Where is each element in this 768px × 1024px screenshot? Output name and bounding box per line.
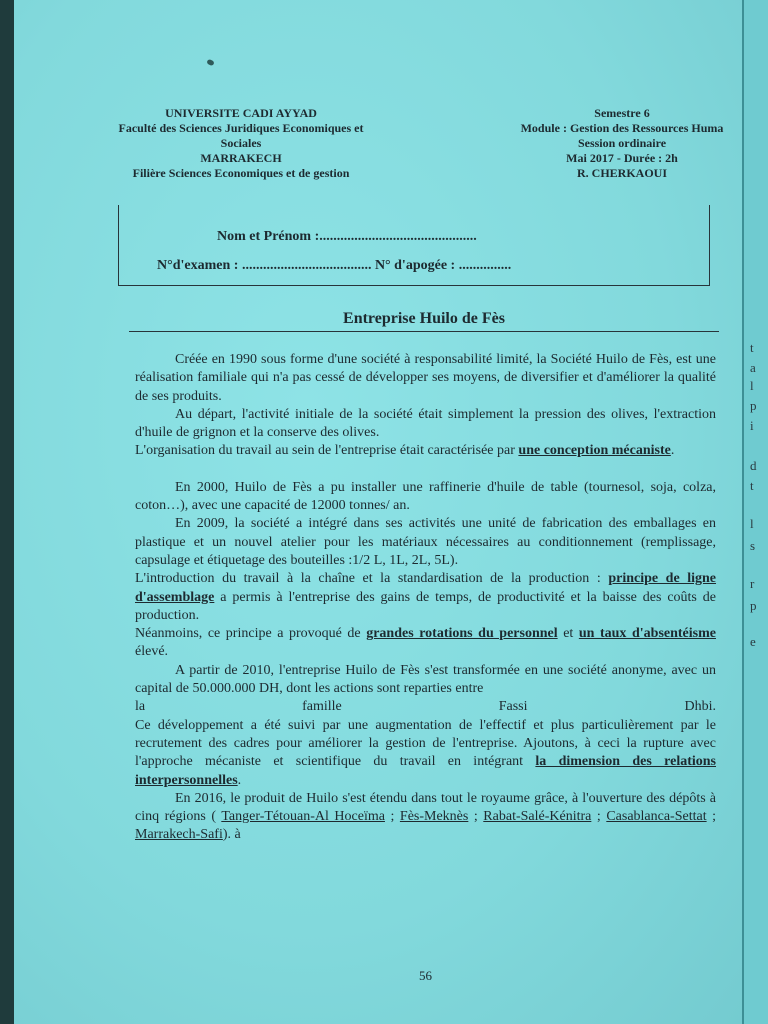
paragraph-3	[135, 442, 716, 460]
key-concept: la dimension des relations interpersonnelles	[135, 754, 716, 788]
name-field[interactable]	[217, 229, 477, 245]
paragraph-1: Créée en 1990 sous forme d'une société à responsabilité limité, la Société Huilo de Fès, est une réalisation familiale qui n'a pas cessé de développer ses moyens, de diversifier et d'améliorer la qualité de ses produits.	[135, 352, 716, 404]
text: ;	[591, 809, 607, 825]
faculty-name: Faculté des Sciences Juridiques Economiques et	[118, 121, 364, 135]
word: Fassi	[498, 699, 528, 715]
module: Module : Gestion des Ressources Huma	[520, 121, 724, 135]
exam-number-field[interactable]	[157, 258, 511, 274]
fragment: i	[750, 418, 754, 433]
paragraph-4: En 2000, Huilo de Fès a pu installer une raffinerie d'huile de table (tournesol, soja, colza, coton…), avec une capacité de 12000 tonnes/ an.	[135, 479, 716, 514]
word: famille	[302, 699, 342, 715]
apogee-dots: ...............	[458, 258, 512, 273]
paragraph-5: En 2009, la société a intégré dans ses activités une unité de fabrication des emballages en plastique et un nouvel atelier pour les matériaux nécessaires au conditionnement (remplissage, capsulage et étiquetage des bouteilles :1/2 L, 1L, 2L, 5L).	[135, 516, 716, 568]
fragment: s	[750, 538, 756, 553]
semester: Semestre 6	[594, 106, 650, 120]
document-page	[14, 0, 742, 1024]
fragment: l	[750, 516, 754, 531]
case-title: Entreprise Huilo de Fès	[129, 310, 719, 332]
fragment: p	[750, 598, 757, 613]
word: la	[135, 699, 146, 715]
key-concept: un taux d'absentéisme	[578, 626, 716, 642]
text: L'introduction du travail à la chaîne et la standardisation de la production :	[135, 571, 609, 587]
paragraph-7	[135, 625, 716, 662]
paragraph-9	[135, 717, 716, 790]
city-name: MARRAKECH	[200, 151, 282, 165]
paragraph-8-last-line	[135, 698, 716, 716]
text: ;	[384, 809, 400, 825]
header-institution	[106, 106, 376, 181]
fragment: p	[750, 398, 757, 413]
name-dots: .............................................	[319, 229, 477, 244]
case-text	[135, 351, 716, 845]
region: Tanger-Tétouan-Al Hoceïma	[221, 809, 385, 825]
paragraph-8: A partir de 2010, l'entreprise Huilo de Fès s'est transformée en une société anonyme, avec un capital de 50.000.000 DH, dont les actions sont reparties entre	[135, 662, 716, 697]
text: .	[237, 772, 242, 788]
fragment: e	[750, 634, 756, 649]
spacer	[135, 461, 716, 479]
text: Ce développement a été suivi par une augmentation de l'effectif et plus particulièrement par le recrutement des cadres pour améliorer la gestion de l'entreprise. Ajoutons, à ceci la rupture avec l'approche mécaniste et scientifique du travail en intégrant	[135, 717, 716, 770]
header-exam-info	[472, 106, 742, 181]
text: a permis à l'entreprise des gains de temps, de productivité et la baisse des coûts de production.	[135, 589, 716, 623]
region: Fès-Meknès	[399, 809, 469, 825]
apogee-label: N° d'apogée :	[374, 258, 456, 273]
text: L'organisation du travail au sein de l'entreprise était caractérisée par	[135, 443, 519, 459]
region: Rabat-Salé-Kénitra	[483, 809, 592, 825]
text: ;	[706, 809, 717, 825]
page-number: 56	[419, 968, 432, 983]
fragment: t	[750, 340, 754, 355]
exam-date: Mai 2017 - Durée : 2h	[566, 151, 678, 165]
university-name: UNIVERSITE CADI AYYAD	[165, 106, 317, 120]
region: Marrakech-Safi	[135, 827, 223, 843]
key-concept: une conception mécaniste	[518, 443, 671, 459]
ink-mark	[206, 59, 214, 66]
name-label: Nom et Prénom :	[217, 229, 320, 244]
fragment: l	[750, 378, 754, 393]
text: ;	[468, 809, 484, 825]
text: Néanmoins, ce principe a provoqué de	[135, 626, 367, 642]
faculty-name-cont: Sociales	[220, 136, 262, 150]
word: Dhbi.	[684, 699, 716, 715]
fragment: t	[750, 478, 754, 493]
text: ). à	[222, 827, 241, 843]
fragment: d	[750, 458, 757, 473]
paragraph-2: Au départ, l'activité initiale de la société était simplement la pression des olives, l'extraction d'huile de grignon et la conserve des olives.	[135, 406, 716, 441]
region: Casablanca-Settat	[606, 809, 707, 825]
paragraph-6	[135, 570, 716, 625]
fragment: a	[750, 360, 756, 375]
session: Session ordinaire	[577, 136, 667, 150]
text: En 2016, le produit de Huilo s'est étendu dans tout le royaume grâce, à l'ouverture des dépôts à cinq régions (	[135, 790, 716, 825]
text: .	[670, 443, 675, 459]
exam-label: N°d'examen :	[157, 258, 239, 273]
program-name: Filière Sciences Economiques et de gestion	[132, 166, 350, 180]
fragment: r	[750, 576, 755, 591]
text: et	[557, 626, 579, 642]
text: élevé.	[135, 644, 169, 660]
key-concept: grandes rotations du personnel	[366, 626, 558, 642]
paragraph-10	[135, 790, 716, 845]
exam-dots: .....................................	[241, 258, 372, 273]
adjacent-page-edge	[742, 0, 768, 1024]
key-concept: principe de ligne d'assemblage	[135, 571, 717, 605]
teacher: R. CHERKAOUI	[576, 166, 667, 180]
